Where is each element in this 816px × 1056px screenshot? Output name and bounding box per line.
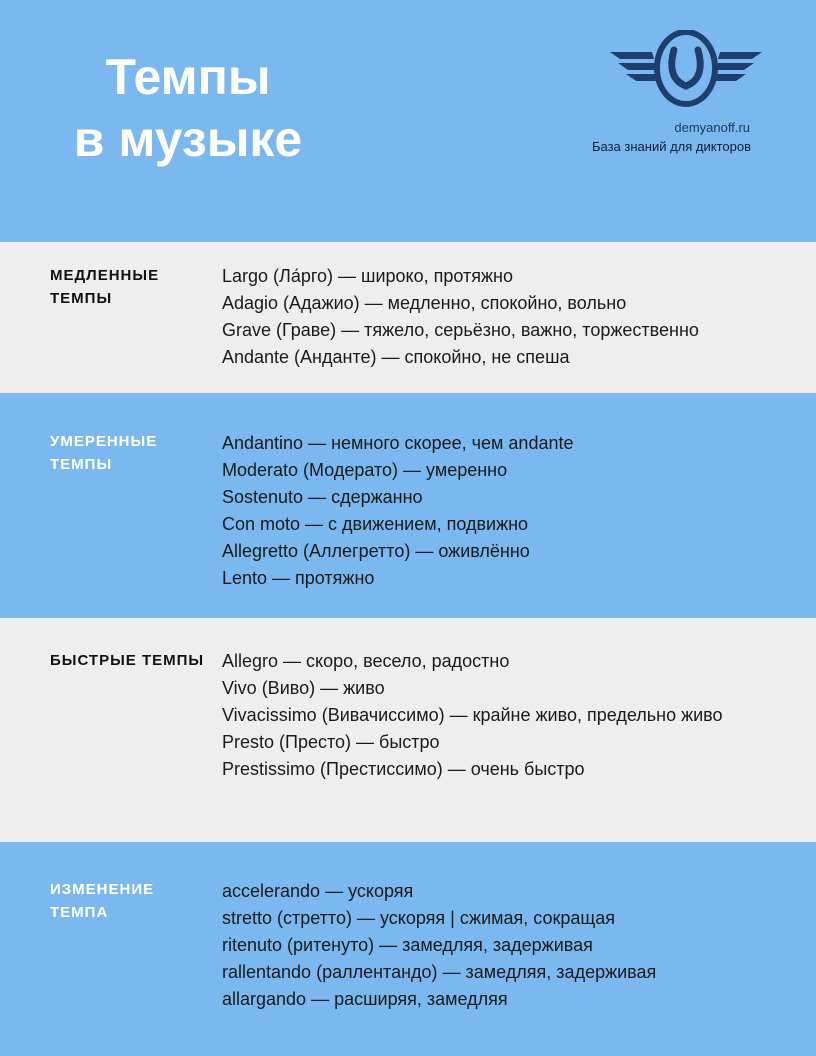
term-line: Moderato (Модерато) — умеренно — [222, 460, 508, 480]
term-line: Vivo (Виво) — живо — [222, 678, 385, 698]
term-list — [222, 263, 762, 371]
term-line: allargando — расширяя, замедляя — [222, 989, 508, 1009]
term-list — [222, 430, 762, 592]
term-line: Vivacissimo (Вивачиссимо) — крайне живо, предельно живо — [222, 705, 723, 725]
site-name: demyanoff.ru — [674, 120, 750, 135]
term-line: ritenuto (ритенуто) — замедляя, задерживая — [222, 935, 593, 955]
term-line: rallentando (раллентандо) — замедляя, задерживая — [222, 962, 657, 982]
term-line: Allegretto (Аллегретто) — оживлённо — [222, 541, 530, 561]
section-title: МЕДЛЕННЫЕ ТЕМПЫ — [50, 267, 160, 307]
term-line: Andante (Анданте) — спокойно, не спеша — [222, 347, 570, 367]
header — [0, 0, 816, 242]
term-list — [222, 648, 732, 783]
term-line: stretto (стретто) — ускоряя | сжимая, сокращая — [222, 908, 615, 928]
section-moderate-tempos — [0, 393, 816, 618]
term-line: Lento — протяжно — [222, 568, 375, 588]
term-list — [222, 878, 762, 1013]
winged-logo-icon — [606, 30, 766, 110]
site-tagline: База знаний для дикторов — [591, 139, 751, 154]
section-title: УМЕРЕННЫЕ ТЕМПЫ — [50, 433, 158, 473]
term-line: Grave (Граве) — тяжело, серьёзно, важно, торжественно — [222, 320, 699, 340]
term-line: Sostenuto — сдержанно — [222, 487, 423, 507]
term-line: Allegro — скоро, весело, радостно — [222, 651, 510, 671]
section-title: БЫСТРЫЕ ТЕМПЫ — [50, 652, 205, 669]
term-line: Con moto — с движением, подвижно — [222, 514, 529, 534]
term-line: Presto (Престо) — быстро — [222, 732, 440, 752]
term-line: Andantino — немного скорее, чем andante — [222, 433, 574, 453]
term-line: accelerando — ускоряя — [222, 881, 414, 901]
term-line: Adagio (Адажио) — медленно, спокойно, вольно — [222, 293, 627, 313]
term-line: Largo (Ла́рго) — широко, протяжно — [222, 266, 514, 286]
title-line-2: в музыке — [73, 111, 303, 167]
section-tempo-change — [0, 842, 816, 1056]
title-line-1: Темпы — [105, 49, 271, 105]
term-line: Prestissimo (Престиссимо) — очень быстро — [222, 759, 585, 779]
section-title: ИЗМЕНЕНИЕ ТЕМПА — [50, 881, 155, 921]
page-title — [0, 46, 376, 170]
section-slow-tempos — [0, 242, 816, 393]
section-fast-tempos — [0, 618, 816, 842]
